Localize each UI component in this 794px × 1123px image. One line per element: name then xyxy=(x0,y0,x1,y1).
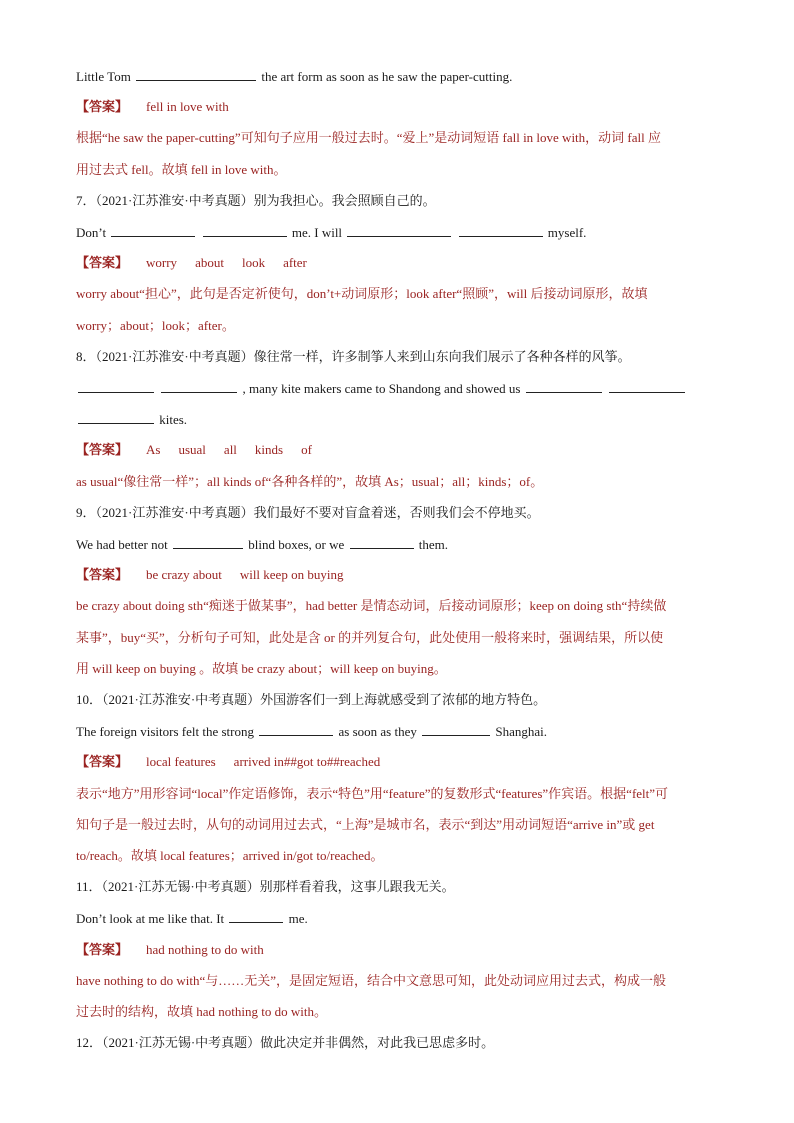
answer-blank[interactable] xyxy=(609,380,685,393)
answer-text: of xyxy=(301,442,312,458)
answer-line xyxy=(76,286,716,302)
answer-blank[interactable] xyxy=(259,723,333,736)
question-line xyxy=(76,692,716,708)
line-text: 用 will keep on buying 。故填 be crazy about；will keep on buying。 xyxy=(76,660,447,676)
answer-blank[interactable] xyxy=(161,380,237,393)
line-text: Don’t look at me like that. It xyxy=(76,911,228,927)
answer-line xyxy=(76,318,716,334)
answer-line xyxy=(76,567,716,583)
answer-line xyxy=(76,786,716,802)
answer-text: all xyxy=(223,442,237,458)
answer-line xyxy=(76,848,716,864)
line-text: 用过去式 fell。故填 fell in love with。 xyxy=(76,161,287,177)
line-text: kites. xyxy=(159,412,188,428)
question-line xyxy=(76,910,716,927)
answer-label: 【答案】 xyxy=(76,567,129,583)
line-text: as soon as they xyxy=(338,724,421,740)
answer-text: worry xyxy=(146,255,178,271)
answer-blank[interactable] xyxy=(203,224,287,237)
line-text: them. xyxy=(418,537,449,552)
question-line xyxy=(76,505,716,521)
question-line xyxy=(76,879,716,895)
line-text: myself. xyxy=(547,225,587,240)
answer-text: look xyxy=(241,255,266,271)
line-text: blind boxes, or we xyxy=(248,537,348,552)
answer-label: 【答案】 xyxy=(76,754,129,770)
answer-label: 【答案】 xyxy=(76,99,129,115)
line-text: me. xyxy=(288,911,308,927)
answer-label: 【答案】 xyxy=(76,442,129,458)
line-text: , many kite makers came to Shandong and showed us xyxy=(242,381,524,396)
answer-line xyxy=(76,598,716,614)
question-line xyxy=(76,193,716,209)
answer-line xyxy=(76,255,716,271)
line-text: 9．（2021·江苏淮安·中考真题）我们最好不要对盲盒着迷，否则我们会不停地买。 xyxy=(76,504,540,520)
answer-line xyxy=(76,630,716,646)
line-text: 11．（2021·江苏无锡·中考真题）别那样看着我，这事儿跟我无关。 xyxy=(76,879,455,895)
line-text: as usual“像往常一样”；all kinds of“各种各样的”，故填 As；usual；all；kinds；of。 xyxy=(76,473,544,489)
answer-line xyxy=(76,99,716,115)
answer-blank[interactable] xyxy=(350,536,414,549)
line-text: We had better not xyxy=(76,537,171,552)
line-text: to/reach。故填 local features；arrived in/got to/reached。 xyxy=(76,848,384,863)
answer-blank[interactable] xyxy=(459,224,543,237)
line-text: Don’t xyxy=(76,225,110,240)
question-line xyxy=(76,68,716,85)
answer-blank[interactable] xyxy=(422,723,490,736)
answer-text: local features xyxy=(146,754,216,770)
line-text: 8．（2021·江苏淮安·中考真题）像往常一样，许多制筝人来到山东向我们展示了各种各样的风筝。 xyxy=(76,348,631,364)
answer-blank[interactable] xyxy=(136,68,256,81)
line-text: 某事”，buy“买”，分析句子可知，此处是含 or 的并列复合句，此处使用一般将来时，强调结果，所以使 xyxy=(76,629,664,645)
answer-blank[interactable] xyxy=(173,536,243,549)
answer-line xyxy=(76,754,716,770)
line-text: 7．（2021·江苏淮安·中考真题）别为我担心。我会照顾自己的。 xyxy=(76,192,436,208)
question-line xyxy=(76,411,716,428)
answer-line xyxy=(76,1004,716,1020)
answer-line xyxy=(76,442,716,458)
line-text: worry about“担心”，此句是否定祈使句，don’t+动词原形；look after“照顾”，will 后接动词原形，故填 xyxy=(76,286,648,302)
line-text: me. I will xyxy=(291,225,346,240)
line-text: 过去时的结构，故填 had nothing to do with。 xyxy=(76,1004,327,1019)
question-line xyxy=(76,723,716,740)
line-text: The foreign visitors felt the strong xyxy=(76,724,258,740)
question-line xyxy=(76,349,716,365)
answer-text: usual xyxy=(178,442,206,458)
line-text: 表示“地方”用形容词“local”作定语修饰，表示“特色”用“feature”的复数形式“features”作宾语。根据“felt”可 xyxy=(76,785,669,801)
answer-blank[interactable] xyxy=(78,380,154,393)
line-text: the art form as soon as he saw the paper-cutting. xyxy=(261,69,513,84)
answer-line xyxy=(76,973,716,989)
answer-text: will keep on buying xyxy=(239,567,344,583)
answer-blank[interactable] xyxy=(347,224,451,237)
question-line xyxy=(76,224,716,241)
answer-line xyxy=(76,817,716,833)
answer-label: 【答案】 xyxy=(76,255,129,271)
answer-text: be crazy about xyxy=(146,567,222,583)
answer-text: arrived in##got to##reached xyxy=(233,754,381,770)
answer-blank[interactable] xyxy=(111,224,195,237)
line-text: worry；about；look；after。 xyxy=(76,317,235,333)
question-line xyxy=(76,536,716,553)
answer-label: 【答案】 xyxy=(76,941,129,957)
line-text: 10．（2021·江苏淮安·中考真题）外国游客们一到上海就感受到了浓郁的地方特色。 xyxy=(76,692,547,707)
answer-blank[interactable] xyxy=(526,380,602,393)
answer-text: about xyxy=(195,255,224,271)
question-line xyxy=(76,380,716,397)
answer-text: had nothing to do with xyxy=(146,941,264,957)
line-text: have nothing to do with“与……无关”，是固定短语，结合中文意思可知，此处动词应用过去式，构成一般 xyxy=(76,972,667,988)
answer-line xyxy=(76,130,716,146)
line-text: 知句子是一般过去时，从句的动词用过去式，“上海”是城市名，表示“到达”用动词短语“arrive in”或 get xyxy=(76,816,655,832)
line-text: 根据“he saw the paper-cutting”可知句子应用一般过去时。“爱上”是动词短语 fall in love with，动词 fall 应 xyxy=(76,130,661,146)
answer-line xyxy=(76,162,716,178)
answer-text: kinds xyxy=(254,442,284,458)
answer-text: fell in love with xyxy=(146,99,229,115)
line-text: be crazy about doing sth“痴迷于做某事”，had better 是情态动词，后接动词原形；keep on doing sth“持续做 xyxy=(76,598,667,614)
line-text: Shanghai. xyxy=(495,724,547,740)
answer-text: As xyxy=(146,442,161,458)
answer-blank[interactable] xyxy=(229,910,283,923)
line-text: 12．（2021·江苏无锡·中考真题）做此决定并非偶然，对此我已思虑多时。 xyxy=(76,1035,495,1051)
answer-text: after xyxy=(283,255,307,271)
answer-blank[interactable] xyxy=(78,411,154,424)
answer-line xyxy=(76,942,716,958)
question-line xyxy=(76,1035,716,1051)
answer-line xyxy=(76,661,716,677)
answer-line xyxy=(76,474,716,490)
line-text: Little Tom xyxy=(76,69,135,84)
